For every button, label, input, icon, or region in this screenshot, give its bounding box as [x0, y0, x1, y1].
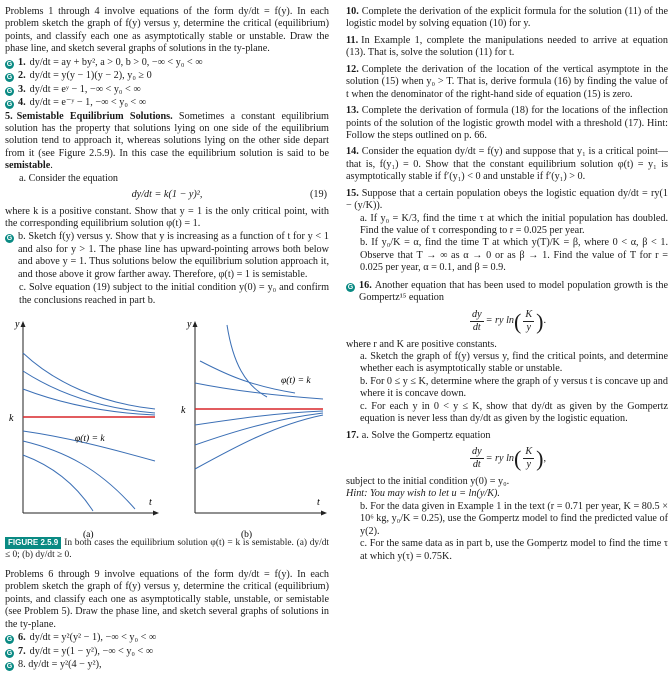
- guided-icon: G: [6, 235, 13, 243]
- panel-a-t-label: t: [149, 497, 152, 509]
- figure-2-5-9: [5, 313, 329, 541]
- part-15b: b. If y₀/K = α, find the time T at which y(T)/K = β, where 0 < α, β < 1. Observe that T → ∞ as α → 0 or as β → 1. Find the value of T for r = 0.025 per year, α = 0.1, and β = 0.9.: [360, 237, 668, 274]
- problem-text: dy/dt = y(y − 1)(y − 2), y₀ ≥ 0: [29, 70, 152, 82]
- equation-text: dy/dt = k(1 − y)²,: [131, 189, 203, 201]
- problem-number: 14.: [346, 146, 359, 158]
- intro-paragraph-2: Problems 6 through 9 involve equations of the form dy/dt = f(y). In each problem sketch the graph of f(y) versus y, determine the critical (equilibrium) points, and classify each one as asymptotically stable, unstable, or semistable (see Problem 5). Draw the phase line, and sketch several graphs of solutions in the ty-plane.: [5, 569, 329, 630]
- problem-15: [346, 188, 668, 213]
- solution-curve-b-below-3: [195, 415, 323, 469]
- problem-12: [346, 64, 668, 101]
- punctuation: .: [50, 160, 53, 172]
- gompertz-equation: $\frac{dy}{dt}$ = ry ln ( $\frac{K}{y}$ ) .: [471, 308, 546, 334]
- problem-5: [5, 111, 329, 173]
- problem-number: 5.: [5, 110, 13, 122]
- problem-3: [5, 84, 329, 96]
- figure-caption-text: In both cases the equilibrium solution φ(t) = k is semistable. (a) dy/dt ≤ 0; (b) dy/dt ≥ 0.: [5, 538, 329, 560]
- gompertz-equation-2: $\frac{dy}{dt}$ = ry ln ( $\frac{K}{y}$ ) ,: [471, 445, 546, 471]
- panel-b-t-arrow: [321, 511, 327, 516]
- problem-number: 4.: [18, 97, 26, 109]
- p17-hint: Hint: You may wish to let u = ln(y/K).: [346, 488, 500, 500]
- problem-number: 7.: [18, 645, 26, 657]
- problem-16: [346, 280, 668, 305]
- problem-text: Suppose that a certain population obeys the logistic equation dy/dt = ry(1 − (y/K)).: [346, 187, 668, 212]
- denominator: dt: [472, 459, 481, 471]
- problem-number: 16.: [359, 279, 372, 291]
- problem-number: 6.: [18, 632, 26, 644]
- equation-middle: = ry ln: [485, 452, 514, 464]
- equation-middle: = ry ln: [485, 315, 514, 327]
- problem-text: Another equation that has been used to model population growth is the Gompertz¹⁵ equation: [359, 279, 668, 304]
- guided-icon: G: [6, 101, 13, 109]
- guided-icon: G: [6, 649, 13, 657]
- panel-b-y-arrow: [193, 321, 198, 327]
- problem-text: In Example 1, complete the manipulations needed to arrive at equation (13). That is, solve the solution (11) for t.: [346, 34, 668, 59]
- problem-text: dy/dt = eʸ − 1, −∞ < y₀ < ∞: [29, 83, 141, 95]
- problem-title: Semistable Equilibrium Solutions.: [16, 110, 173, 122]
- panel-a-y-label: y: [15, 319, 20, 331]
- problem-number: 11.: [346, 34, 359, 46]
- panel-a-phi-label: φ(t) = k: [75, 434, 105, 445]
- panel-b-y-label: y: [187, 319, 192, 331]
- figure-svg: [5, 313, 329, 541]
- problem-text: dy/dt = e⁻ʸ − 1, −∞ < y₀ < ∞: [29, 97, 146, 109]
- panel-b-t-label: t: [317, 497, 320, 509]
- guided-icon: G: [6, 663, 13, 671]
- problem-number: 17.: [346, 429, 359, 441]
- figure-caption-label: FIGURE 2.5.9: [5, 537, 61, 549]
- problem-2: [5, 70, 329, 82]
- guided-icon: G: [6, 636, 13, 644]
- intro-paragraph: Problems 1 through 4 involve equations of the form dy/dt = f(y). In each problem sketch the graph of f(y) versus y, determine the critical (equilibrium) points, and classify each one as asymptotically stable or unstable. Draw the phase line, and sketch several graphs of solutions in the ty-plane.: [5, 6, 329, 55]
- part-16b: b. For 0 ≤ y ≤ K, determine where the graph of y versus t is concave up and where it is concave down.: [360, 375, 668, 400]
- problem-text: Consider the equation dy/dt = f(y) and suppose that y₁ is a critical point—that is, f(y₁) = 0. Show that the constant equilibrium solution φ(t) = y₁ is asymptotically stable if f′(y₁) < 0 and unstable if f′(y₁) > 0.: [346, 146, 668, 183]
- term-semistable: semistable: [5, 160, 51, 172]
- guided-icon: G: [347, 283, 354, 291]
- panel-a-label: (a): [83, 530, 94, 541]
- numerator: dy: [470, 309, 484, 322]
- solution-curve-b-below-2: [195, 413, 323, 445]
- guided-icon: G: [6, 87, 13, 95]
- problem-text: Complete the derivation of the explicit formula for the solution (11) of the logistic model by solving equation (10) for y.: [346, 6, 668, 30]
- panel-a-k-label: k: [9, 413, 14, 425]
- problem-number: 1.: [18, 56, 26, 68]
- guided-icon: G: [6, 60, 13, 68]
- problem-number: 2.: [18, 70, 26, 82]
- numerator: K: [523, 446, 534, 459]
- part-text: b. Sketch f(y) versus y. Show that y is increasing as a function of t for y < 1 and also for y > 1. The phase line has upward-pointing arrows both below and above y = 1. Thus solutions below the equilibrium solution approach it, and those above it grow farther away. Therefore, φ(t) = 1 is semistable.: [18, 231, 329, 280]
- panel-b-k-label: k: [181, 405, 186, 417]
- k-over-y-fraction: [523, 446, 534, 472]
- part-5b: [5, 231, 329, 281]
- dy-dt-fraction: [470, 446, 484, 472]
- figure-caption: [5, 537, 329, 561]
- problem-10: [346, 6, 668, 31]
- part-5a-text: where k is a positive constant. Show that y = 1 is the only critical point, with the corresponding equilibrium solution φ(t) = 1.: [5, 205, 329, 229]
- problem-list-1: [5, 57, 329, 110]
- k-over-y-fraction: [523, 309, 534, 335]
- panel-a-y-arrow: [21, 321, 26, 327]
- problem-14: [346, 146, 668, 183]
- p17-sub: subject to the initial condition y(0) = y₀.: [346, 475, 510, 487]
- part-16c: c. For each y in 0 < y ≤ K, show that dy/dt as given by the Gompertz equation is never less than dy/dt as given by the logistic equation.: [360, 400, 668, 425]
- panel-a-t-arrow: [153, 511, 159, 516]
- guided-icon: G: [6, 74, 13, 82]
- dy-dt-fraction: [470, 309, 484, 335]
- problem-text: a. Solve the Gompertz equation: [361, 429, 491, 441]
- problem-1: [5, 57, 329, 69]
- panel-b: [181, 319, 327, 540]
- problem-number: 3.: [18, 83, 26, 95]
- problem-number: 15.: [346, 187, 359, 199]
- numerator: dy: [470, 446, 484, 459]
- equation-19: [5, 189, 329, 201]
- part-17b: b. For the data given in Example 1 in the text (r = 0.71 per year, K = 80.5 × 10⁶ kg, y₀/K = 0.25), use the Gompertz model to find the predicted value of y(2).: [360, 500, 668, 537]
- problem-number: 12.: [346, 63, 359, 75]
- p16-where: where r and K are positive constants.: [346, 338, 497, 350]
- problem-17: [346, 430, 668, 442]
- problem-text: Complete the derivation of formula (18) for the locations of the inflection points of the solution of the logistic growth model with a threshold (17). Hint: Follow the steps outlined on p. 66.: [346, 105, 668, 141]
- problem-6: [5, 632, 329, 644]
- problem-13: [346, 105, 668, 142]
- denominator: y: [526, 459, 531, 471]
- part-5a: a. Consider the equation: [19, 172, 119, 184]
- problem-number: 13.: [346, 105, 359, 117]
- problem-7: [5, 646, 329, 658]
- solution-curve-below-3: [23, 455, 93, 511]
- part-15a: a. If y₀ = K/3, find the time τ at which the initial population has doubled. Find the value of τ corresponding to r = 0.025 per year.: [360, 212, 668, 236]
- denominator: dt: [472, 322, 481, 334]
- problem-text: dy/dt = y²(y² − 1), −∞ < y₀ < ∞: [29, 632, 157, 644]
- panel-b-phi-label: φ(t) = k: [281, 376, 311, 387]
- panel-b-label: (b): [241, 530, 253, 541]
- problem-4: [5, 97, 329, 109]
- problem-8-partial: [5, 659, 329, 671]
- equation-number: (19): [310, 189, 327, 201]
- problem-11: [346, 35, 668, 60]
- denominator: y: [526, 322, 531, 334]
- problem-text: Complete the derivation of the location of the vertical asymptote in the solution (15) when y₀ > T. That is, derive formula (16) by finding the value of t when the denominator of the right-hand side of equation (15) is zero.: [346, 63, 668, 100]
- problem-number: 10.: [346, 6, 359, 17]
- panel-a: [9, 319, 159, 540]
- problem-text-partial: 8. dy/dt = y²(4 − y²),: [18, 659, 102, 671]
- problem-text: dy/dt = y(1 − y²), −∞ < y₀ < ∞: [29, 645, 154, 657]
- right-column: [346, 6, 668, 563]
- problem-text: dy/dt = ay + by², a > 0, b > 0, −∞ < y₀ < ∞: [29, 56, 203, 68]
- numerator: K: [523, 309, 534, 322]
- left-column: [5, 6, 329, 671]
- problem-text: Sometimes a constant equilibrium solution has the property that solutions lying on one side of the equilibrium solution tend to approach it, whereas solutions lying on the other side depart from it (see Figure 2.5.9). In this case the equilibrium solution is said to be: [5, 110, 329, 159]
- part-16a: a. Sketch the graph of f(y) versus y, find the critical points, and determine whether each is asymptotically stable or unstable.: [360, 350, 668, 375]
- part-5c: c. Solve equation (19) subject to the initial condition y(0) = y₀ and confirm the conclusions reached in part b.: [19, 282, 329, 306]
- solution-curve-b-below-1: [195, 411, 323, 425]
- part-17c: c. For the same data as in part b, use the Gompertz model to find the time τ at which y(τ) = 0.75K.: [360, 538, 668, 562]
